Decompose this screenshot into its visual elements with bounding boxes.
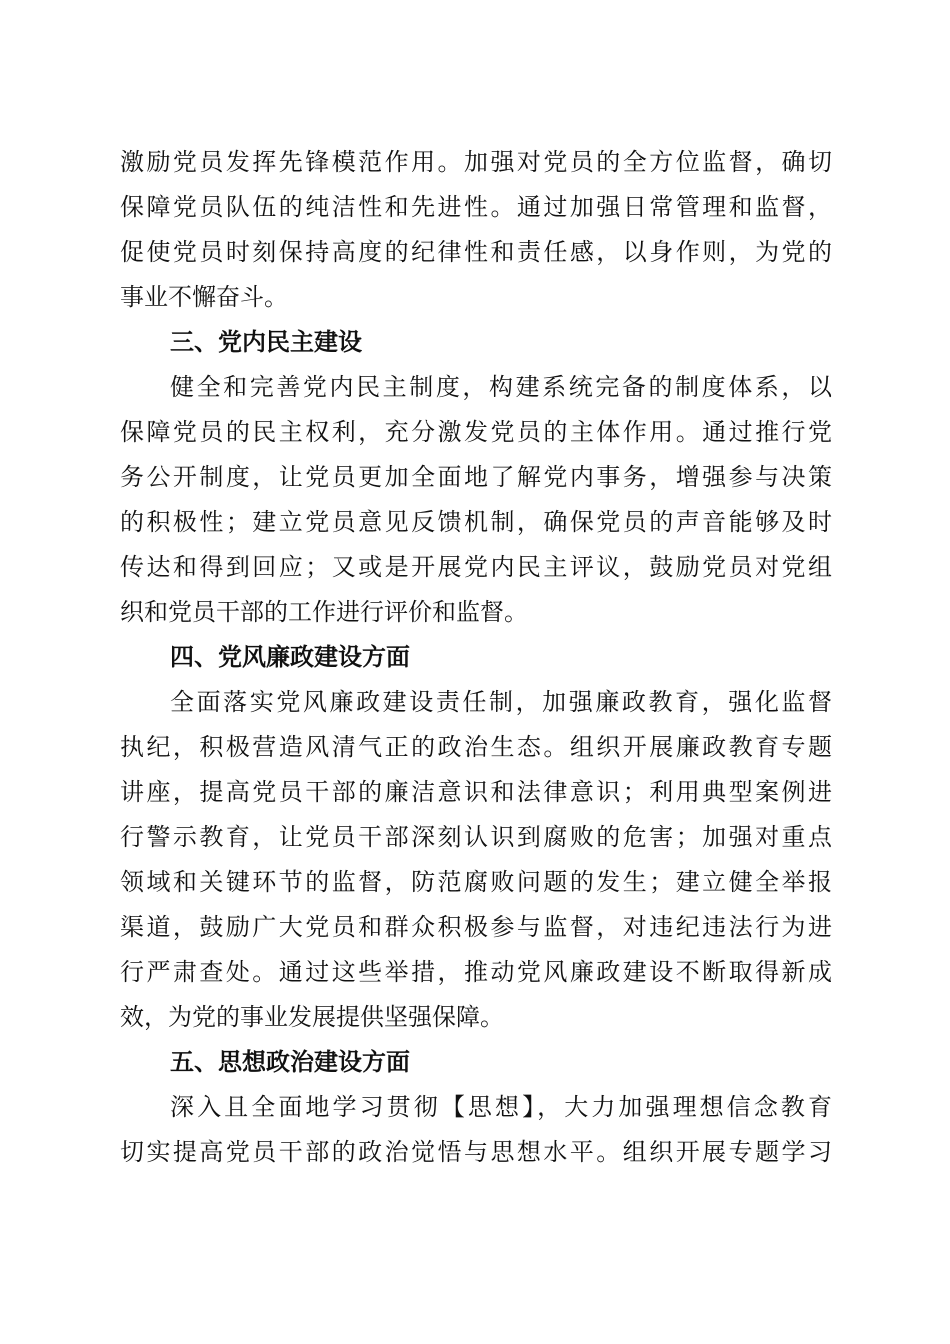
paragraph-line: 讲座，提高党员干部的廉洁意识和法律意识；利用典型案例进 <box>120 778 832 806</box>
paragraph-line: 保障党员队伍的纯洁性和先进性。通过加强日常管理和监督， <box>120 193 832 221</box>
paragraph-line: 全面落实党风廉政建设责任制，加强廉政教育，强化监督 <box>170 688 832 716</box>
paragraph-line: 执纪，积极营造风清气正的政治生态。组织开展廉政教育专题 <box>120 733 832 761</box>
section-heading-5: 五、思想政治建设方面 <box>170 1048 410 1076</box>
paragraph-line: 事业不懈奋斗。 <box>120 283 288 311</box>
document-body <box>120 140 832 1175</box>
paragraph-line: 行警示教育，让党员干部深刻认识到腐败的危害；加强对重点 <box>120 823 832 851</box>
paragraph-line: 渠道，鼓励广大党员和群众积极参与监督，对违纪违法行为进 <box>120 913 832 941</box>
paragraph-line: 行严肃查处。通过这些举措，推动党风廉政建设不断取得新成 <box>120 958 832 986</box>
paragraph-line: 深入且全面地学习贯彻【思想】，大力加强理想信念教育 <box>170 1093 832 1121</box>
paragraph-line: 促使党员时刻保持高度的纪律性和责任感，以身作则，为党的 <box>120 238 832 266</box>
section-heading-3: 三、党内民主建设 <box>170 328 362 356</box>
paragraph-line: 健全和完善党内民主制度，构建系统完备的制度体系，以 <box>170 373 832 401</box>
section-heading-4: 四、党风廉政建设方面 <box>170 643 410 671</box>
paragraph-line: 织和党员干部的工作进行评价和监督。 <box>120 598 528 626</box>
paragraph-line: 切实提高党员干部的政治觉悟与思想水平。组织开展专题学习 <box>120 1138 832 1166</box>
paragraph-line: 保障党员的民主权利，充分激发党员的主体作用。通过推行党 <box>120 418 832 446</box>
paragraph-line: 效，为党的事业发展提供坚强保障。 <box>120 1003 504 1031</box>
paragraph-line: 务公开制度，让党员更加全面地了解党内事务，增强参与决策 <box>120 463 832 491</box>
paragraph-line: 传达和得到回应；又或是开展党内民主评议，鼓励党员对党组 <box>120 553 832 581</box>
paragraph-line: 领域和关键环节的监督，防范腐败问题的发生；建立健全举报 <box>120 868 832 896</box>
paragraph-line: 的积极性；建立党员意见反馈机制，确保党员的声音能够及时 <box>120 508 832 536</box>
paragraph-line: 激励党员发挥先锋模范作用。加强对党员的全方位监督，确切 <box>120 148 832 176</box>
